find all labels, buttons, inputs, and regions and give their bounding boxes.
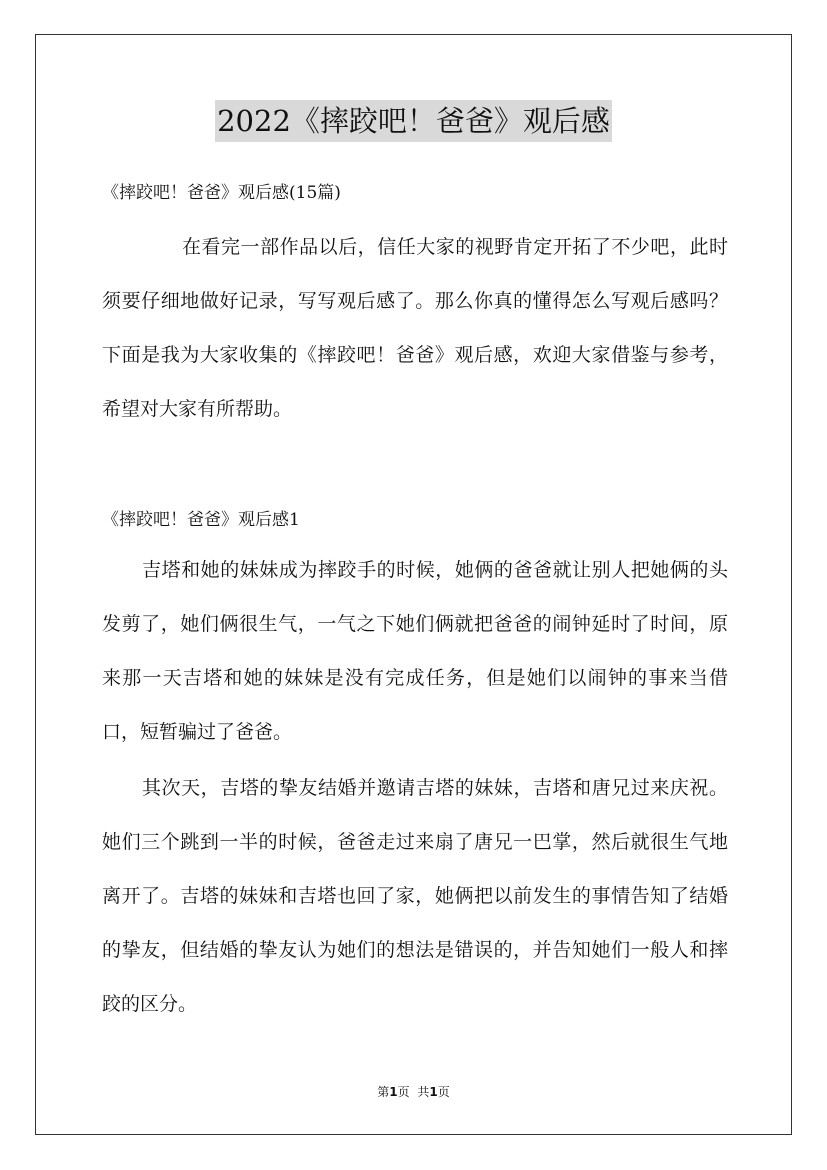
footer-page-number: 1 xyxy=(389,1085,398,1099)
title-container xyxy=(0,100,827,142)
footer-total-suffix: 页 xyxy=(437,1085,450,1099)
page-footer xyxy=(0,1082,827,1102)
intro-paragraph: 在看完一部作品以后，信任大家的视野肯定开拓了不少吧，此时须要仔细地做好记录，写写观后感了。那么你真的懂得怎么写观后感吗？下面是我为大家收集的《摔跤吧！爸爸》观后感，欢迎大家借鉴与参考，希望对大家有所帮助。 xyxy=(102,236,728,420)
footer-total-prefix: 共 xyxy=(417,1085,430,1099)
document-subtitle: 《摔跤吧！爸爸》观后感(15篇) xyxy=(102,183,341,203)
footer-page-suffix: 页 xyxy=(397,1085,410,1099)
section-heading: 《摔跤吧！爸爸》观后感1 xyxy=(102,510,300,530)
body-paragraph-1: 吉塔和她的妹妹成为摔跤手的时候，她俩的爸爸就让别人把她俩的头发剪了，她们俩很生气，一气之下她们俩就把爸爸的闹钟延时了时间，原来那一天吉塔和她的妹妹是没有完成任务，但是她们以闹钟的事来当借口，短暂骗过了爸爸。 xyxy=(102,559,728,743)
document-title: 2022《摔跤吧！爸爸》观后感 xyxy=(215,100,612,142)
body-paragraph-2: 其次天，吉塔的挚友结婚并邀请吉塔的妹妹，吉塔和唐兄过来庆祝。她们三个跳到一半的时候，爸爸走过来扇了唐兄一巴掌，然后就很生气地离开了。吉塔的妹妹和吉塔也回了家，她俩把以前发生的事情告知了结婚的挚友，但结婚的挚友认为她们的想法是错误的，并告知她们一般人和摔跤的区分。 xyxy=(102,777,728,1015)
footer-page-prefix: 第 xyxy=(377,1085,390,1099)
footer-total-number: 1 xyxy=(429,1085,438,1099)
